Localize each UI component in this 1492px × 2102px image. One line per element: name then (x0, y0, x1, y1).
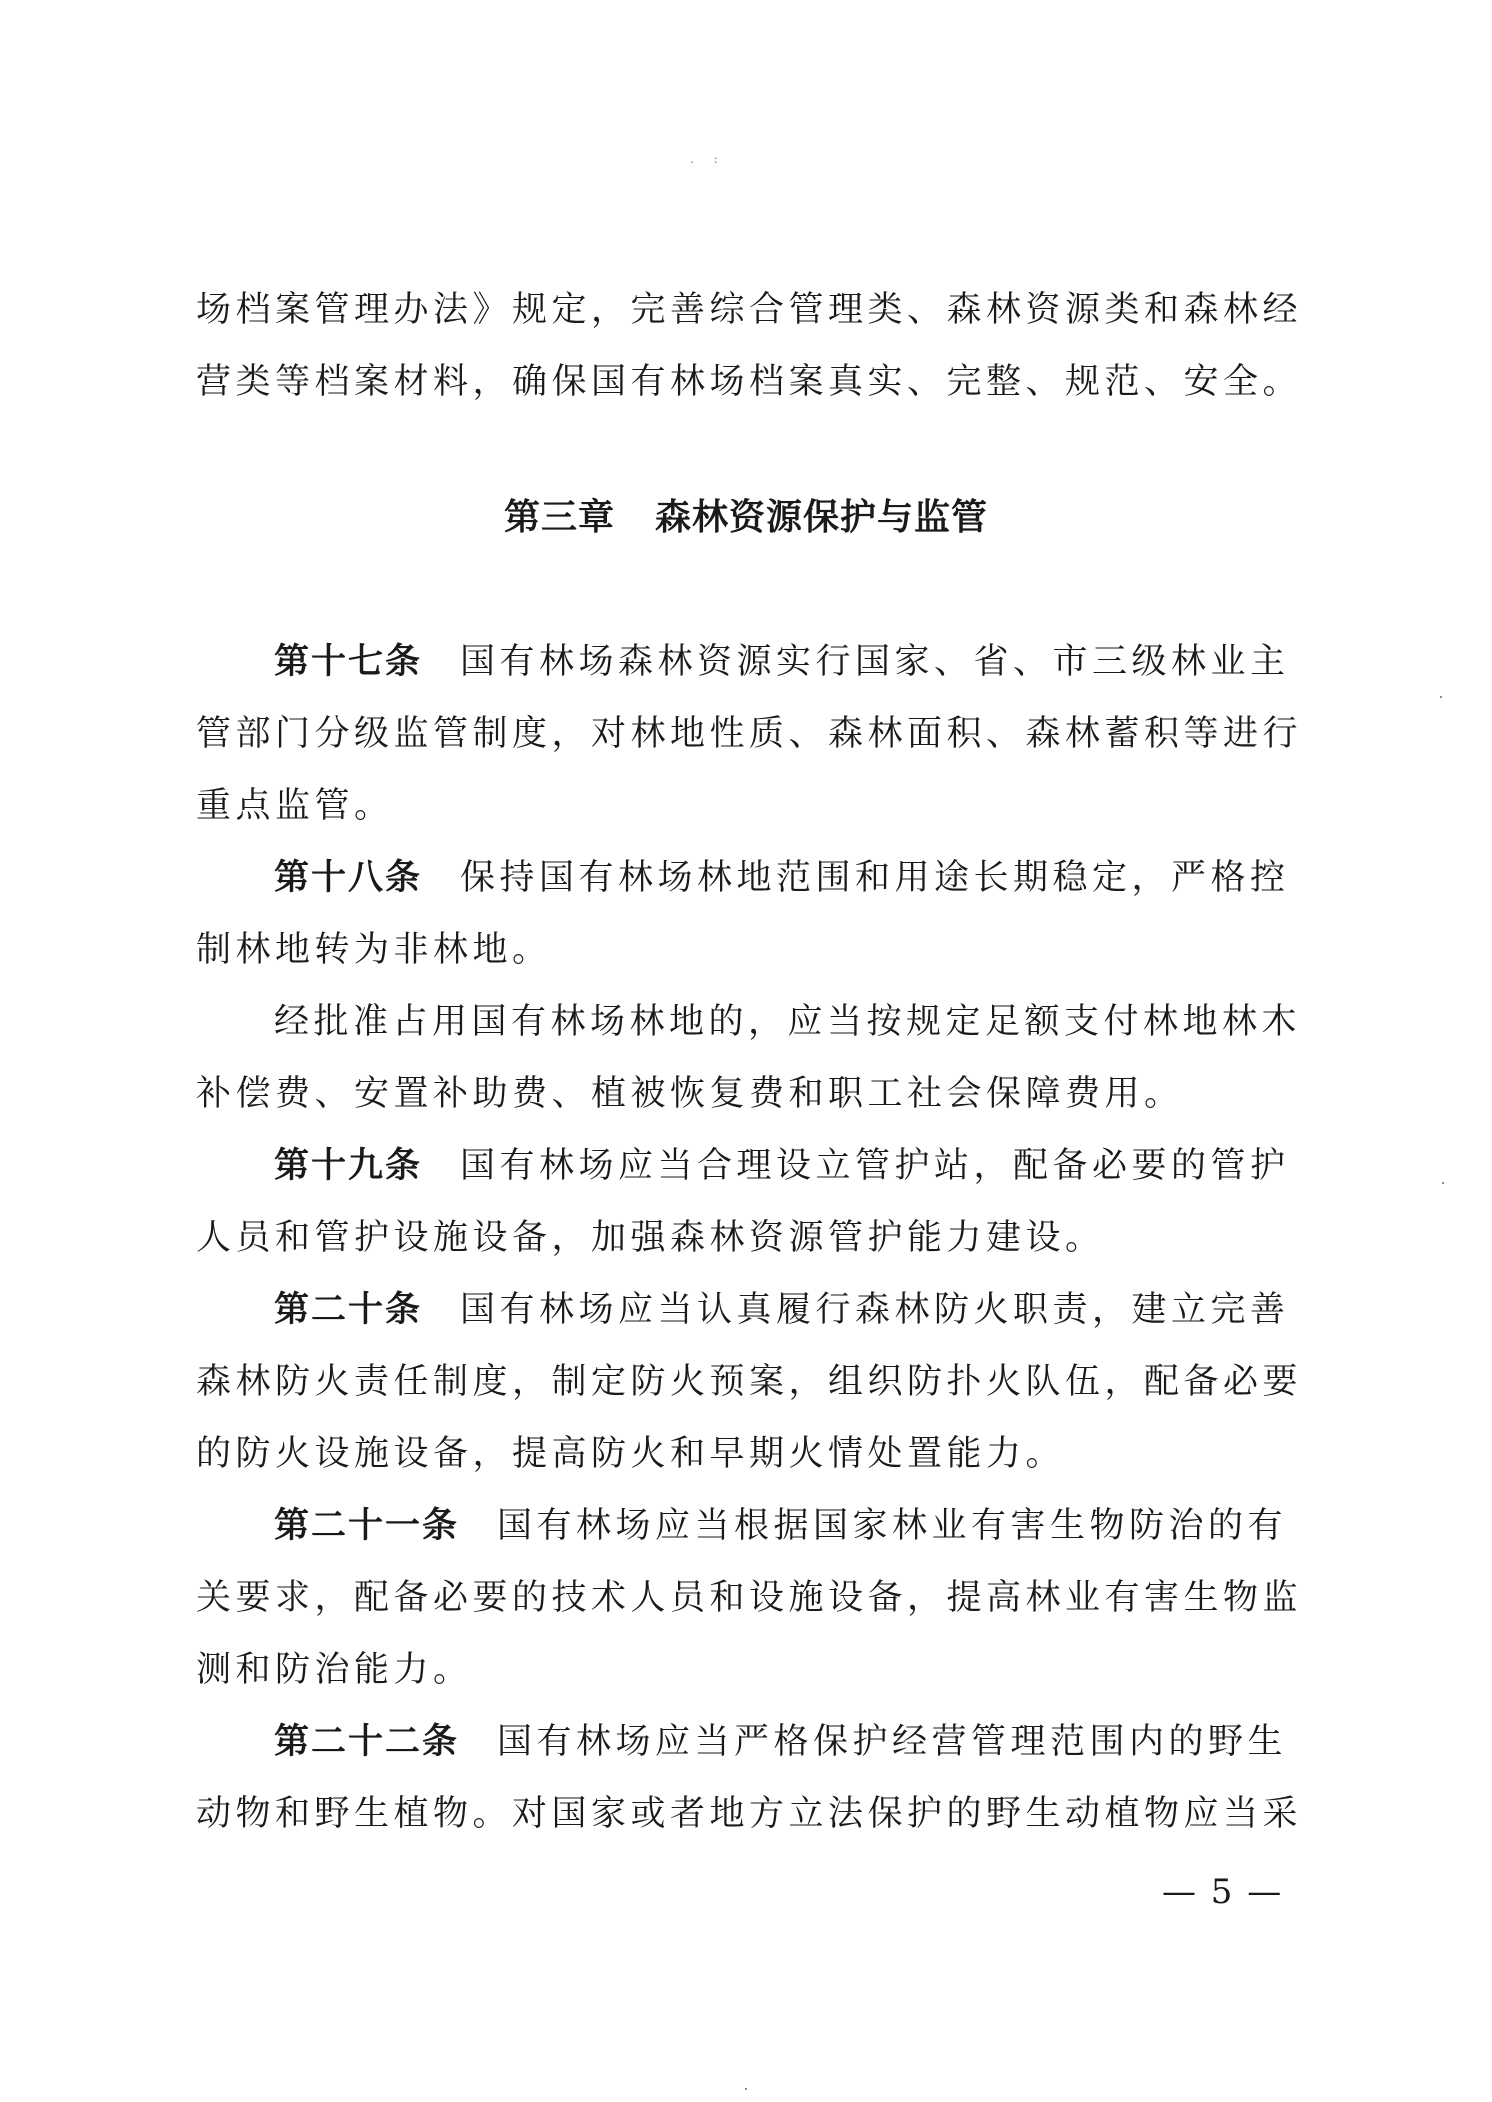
article-18-para2-line-2: 补偿费、安置补助费、植被恢复费和职工社会保障费用。 (196, 1074, 1184, 1114)
article-21-line-1: 第二十一条 国有林场应当根据国家林业有害生物防治的有 (274, 1506, 1288, 1546)
chapter-title: 森林资源保护与监管 (655, 497, 989, 538)
carry-over-line-2: 营类等档案材料，确保国有林场档案真实、完整、规范、安全。 (196, 362, 1303, 402)
article-22-label: 第二十二条 (274, 1722, 460, 1762)
article-22-line-2: 动物和野生植物。对国家或者地方立法保护的野生动植物应当采 (196, 1794, 1303, 1834)
chapter-heading (0, 496, 1492, 540)
article-17-line-1: 第十七条 国有林场森林资源实行国家、省、市三级林业主 (274, 642, 1290, 682)
article-17-line-2: 管部门分级监管制度，对林地性质、森林面积、森林蓄积等进行 (196, 714, 1303, 754)
chapter-number: 第三章 (503, 497, 615, 538)
article-17-label: 第十七条 (274, 642, 423, 682)
scan-speck (1442, 1182, 1444, 1184)
article-18-label: 第十八条 (274, 858, 423, 898)
article-20-line-2: 森林防火责任制度，制定防火预案，组织防扑火队伍，配备必要 (196, 1362, 1303, 1402)
carry-over-line-1: 场档案管理办法》规定，完善综合管理类、森林资源类和森林经 (196, 290, 1303, 330)
article-21-line-2: 关要求，配备必要的技术人员和设施设备，提高林业有害生物监 (196, 1578, 1303, 1618)
scan-artifact: . : (690, 152, 726, 166)
article-18-line-2: 制林地转为非林地。 (196, 930, 552, 970)
article-20-line-3: 的防火设施设备，提高防火和早期火情处置能力。 (196, 1434, 1066, 1474)
article-21-line-3: 测和防治能力。 (196, 1650, 473, 1690)
page-number: — 5 — (1162, 1872, 1284, 1912)
scan-speck (1440, 696, 1442, 698)
scan-speck (745, 2088, 747, 2090)
article-22-line-1: 第二十二条 国有林场应当严格保护经营管理范围内的野生 (274, 1722, 1288, 1762)
article-17-line-3: 重点监管。 (196, 786, 394, 826)
article-19-label: 第十九条 (274, 1146, 423, 1186)
article-20-label: 第二十条 (274, 1290, 423, 1330)
article-19-line-1: 第十九条 国有林场应当合理设立管护站，配备必要的管护 (274, 1146, 1290, 1186)
article-19-line-2: 人员和管护设施设备，加强森林资源管护能力建设。 (196, 1218, 1105, 1258)
article-18-para2-line-1: 经批准占用国有林场林地的，应当按规定足额支付林地林木 (274, 1002, 1302, 1042)
article-20-line-1: 第二十条 国有林场应当认真履行森林防火职责，建立完善 (274, 1290, 1290, 1330)
article-18-line-1: 第十八条 保持国有林场林地范围和用途长期稳定，严格控 (274, 858, 1290, 898)
article-21-label: 第二十一条 (274, 1506, 460, 1546)
